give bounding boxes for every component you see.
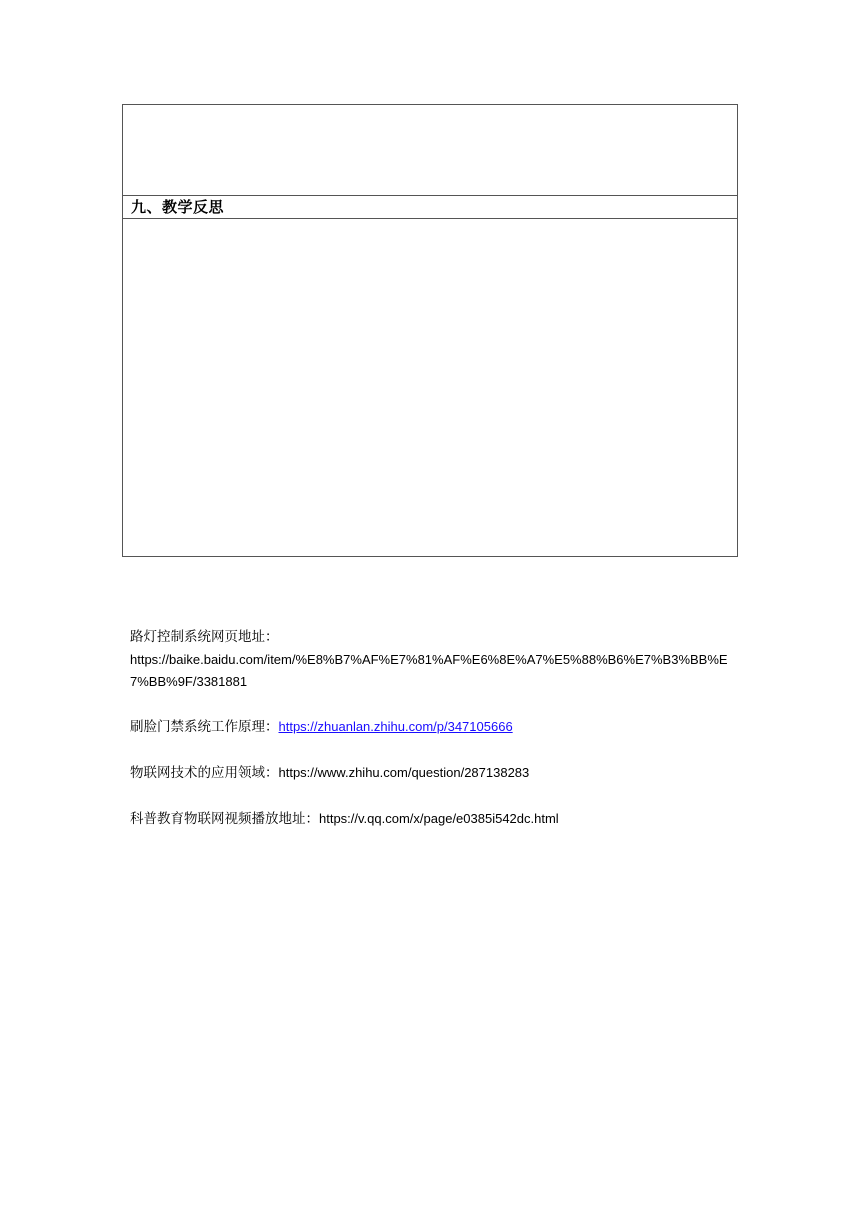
reference-url: https://v.qq.com/x/page/e0385i542dc.html: [319, 811, 559, 826]
reference-item-iot-video: [130, 808, 740, 831]
section-heading-teaching-reflection: 九、教学反思: [131, 198, 225, 216]
reference-links: [130, 626, 740, 831]
reference-item-iot-fields: [130, 762, 740, 785]
reference-label: 路灯控制系统网页地址：: [130, 629, 279, 645]
reference-label: 科普教育物联网视频播放地址：: [130, 811, 319, 827]
reference-item-street-light: [130, 626, 740, 693]
reference-label: 刷脸门禁系统工作原理：: [130, 719, 279, 735]
reference-link[interactable]: https://zhuanlan.zhihu.com/p/347105666: [278, 719, 513, 734]
table-row-heading: [123, 196, 737, 219]
reference-label: 物联网技术的应用领域：: [130, 765, 279, 781]
teaching-reflection-content-area: [123, 219, 737, 556]
reference-item-face-access: [130, 716, 740, 739]
lesson-plan-table: [122, 104, 738, 557]
reference-url: https://www.zhihu.com/question/287138283: [278, 765, 530, 780]
table-row-previous-section-content: [123, 105, 737, 196]
reference-url: https://baike.baidu.com/item/%E8%B7%AF%E7%81%AF%E6%8E%A7%E5%88%B6%E7%B3%BB%E7%BB%9F/3381881: [130, 652, 728, 689]
